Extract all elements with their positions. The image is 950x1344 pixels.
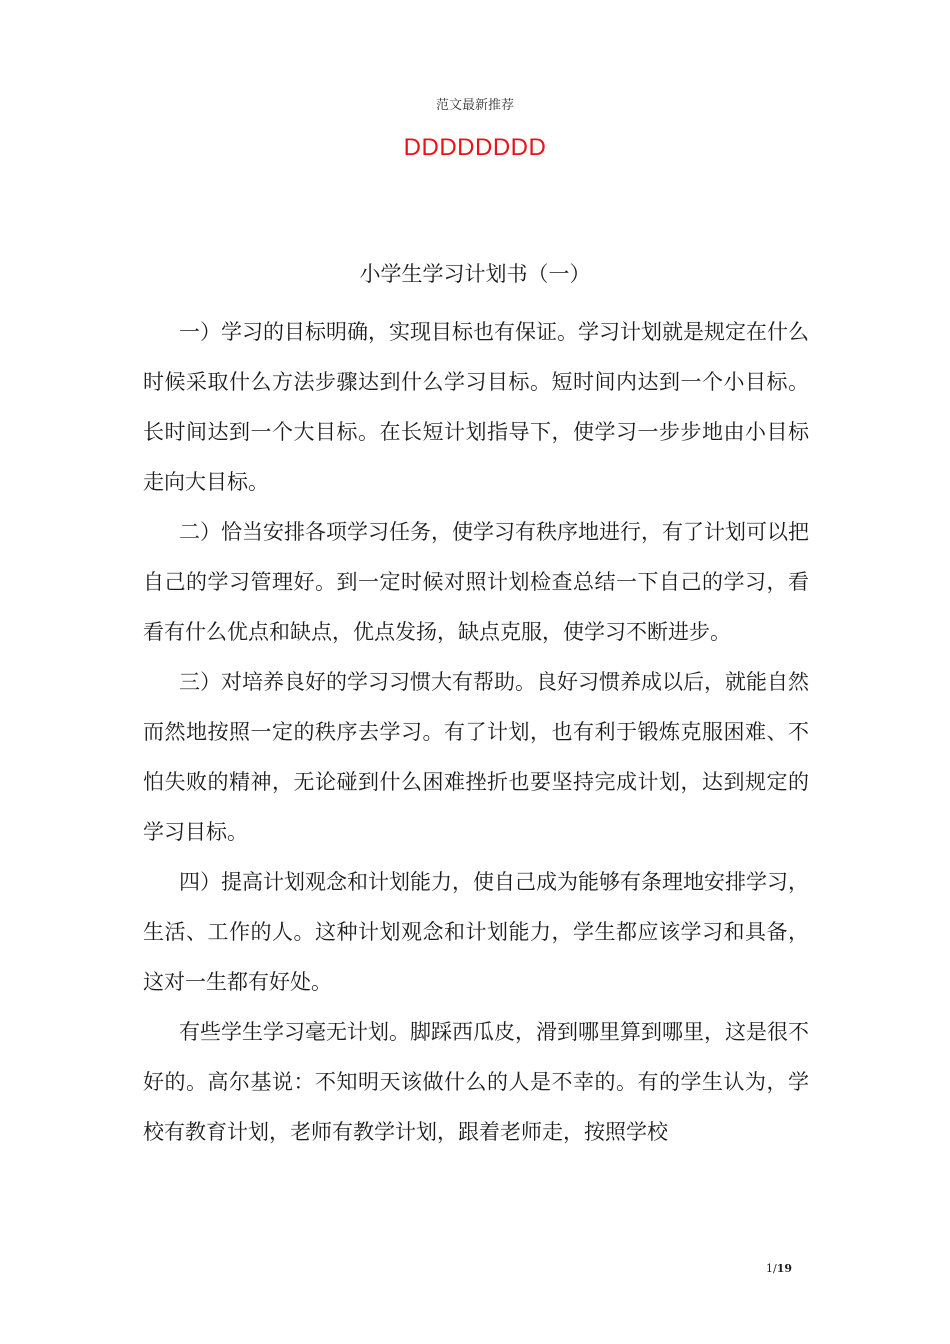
paragraph-5: 有些学生学习毫无计划。脚踩西瓜皮，滑到哪里算到哪里，这是很不好的。高尔基说：不知明天该做什么的人是不幸的。有的学生认为，学校有教育计划，老师有教学计划，跟着老师走，按照学校 (143, 1020, 809, 1144)
header-label: 范文最新推荐 (435, 98, 514, 113)
page-number (766, 1262, 792, 1275)
paragraph-4: 四）提高计划观念和计划能力，使自己成为能够有条理地安排学习，生活、工作的人。这种计划观念和计划能力，学生都应该学习和具备，这对一生都有好处。 (143, 870, 809, 994)
paragraph-3: 三）对培养良好的学习习惯大有帮助。良好习惯养成以后，就能自然而然地按照一定的秩序去学习。有了计划，也有利于锻炼克服困难、不怕失败的精神，无论碰到什么困难挫折也要坚持完成计划，达到规定的学习目标。 (143, 670, 809, 844)
page-total: 19 (776, 1262, 793, 1275)
document-title: 小学生学习计划书（一） (359, 262, 591, 286)
page-current: 1/ (766, 1262, 777, 1275)
header-red-text: DDDDDDDD (403, 134, 547, 161)
document-body (143, 307, 809, 1157)
paragraph-1: 一）学习的目标明确，实现目标也有保证。学习计划就是规定在什么时候采取什么方法步骤达到什么学习目标。短时间内达到一个小目标。长时间达到一个大目标。在长短计划指导下，使学习一步步地由小目标走向大目标。 (143, 320, 809, 494)
paragraph-2: 二）恰当安排各项学习任务，使学习有秩序地进行，有了计划可以把自己的学习管理好。到一定时候对照计划检查总结一下自己的学习，看看有什么优点和缺点，优点发扬，缺点克服，使学习不断进步。 (143, 520, 809, 644)
